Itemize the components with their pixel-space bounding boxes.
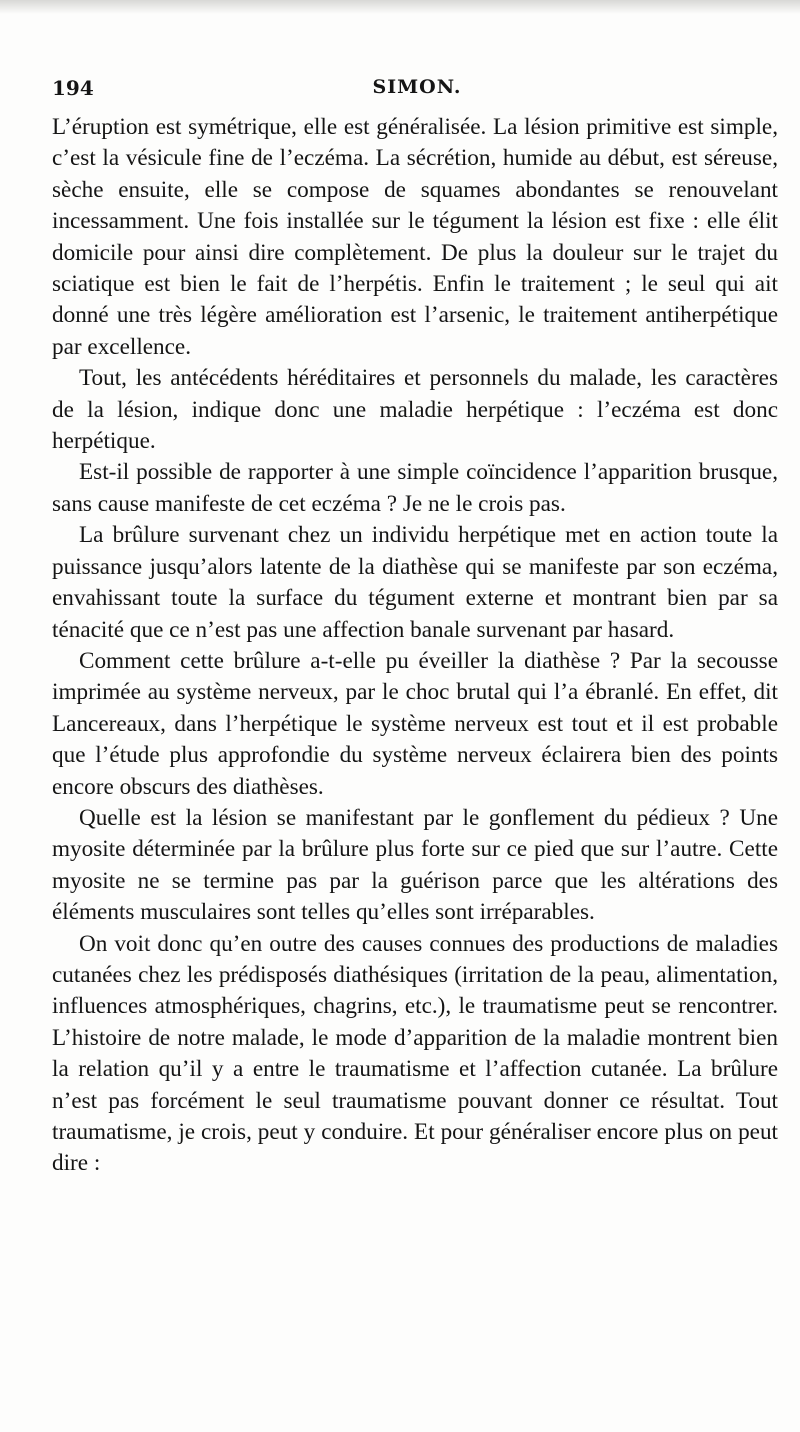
paragraph: L’éruption est symétrique, elle est généralisée. La lésion primitive est simple, c’est la vésicule fine de l’eczéma. La sécrétion, humide au début, est séreuse, sèche ensuite, elle se compose de squames abondantes se renouvelant incessamment. Une fois installée sur le tégument la lésion est fixe : elle élit domicile pour ainsi dire complètement. De plus la douleur sur le trajet du sciatique est bien le fait de l’herpétis. Enfin le traitement ; le seul qui ait donné une très légère amélioration est l’arsenic, le traitement antiherpétique par excellence. <box>52 114 778 360</box>
paragraph: On voit donc qu’en outre des causes connues des productions de maladies cutanées chez les prédisposés diathésiques (irritation de la peau, alimentation, influences atmosphériques, chagrins, etc.), le traumatisme peut se rencontrer. L’histoire de notre malade, le mode d’apparition de la maladie montrent bien la relation qu’il y a entre le traumatisme et l’affection cutanée. La brûlure n’est pas forcément le seul traumatisme pouvant donner ce résultat. Tout traumatisme, je crois, peut y conduire. Et pour généraliser encore plus on peut dire : <box>52 930 778 1177</box>
page-number: 194 <box>52 76 94 100</box>
running-head: SIMON. <box>372 76 462 98</box>
paragraph: Tout, les antécédents héréditaires et personnels du malade, les caractères de la lésion, indique donc une maladie herpétique : l’eczéma est donc herpétique. <box>52 365 778 455</box>
paragraph: Est-il possible de rapporter à une simple coïncidence l’apparition brusque, sans cause manifeste de cet eczéma ? Je ne le crois pas. <box>52 459 778 517</box>
paragraph: Quelle est la lésion se manifestant par le gonflement du pédieux ? Une myosite déterminée par la brûlure plus forte sur ce pied que sur l’autre. Cette myosite ne se termine pas par la guérison parce que les altérations des éléments musculaires sont telles qu’elles sont irréparables. <box>52 804 778 926</box>
paragraph: Comment cette brûlure a-t-elle pu éveiller la diathèse ? Par la secousse imprimée au système nerveux, par le choc brutal qui l’a ébranlé. En effet, dit Lancereaux, dans l’herpétique le système nerveux est tout et il est probable que l’étude plus approfondie du système nerveux éclairera bien des points encore obscurs des diathèses. <box>52 647 778 800</box>
page-edge-shadow <box>0 0 800 14</box>
body-text <box>52 112 778 1180</box>
paragraph: La brûlure survenant chez un individu herpétique met en action toute la puissance jusqu’alors latente de la diathèse qui se manifeste par son eczéma, envahissant toute la surface du tégument externe et montrant bien par sa ténacité que ce n’est pas une affection banale survenant par hasard. <box>52 522 778 643</box>
page-header <box>52 76 772 104</box>
